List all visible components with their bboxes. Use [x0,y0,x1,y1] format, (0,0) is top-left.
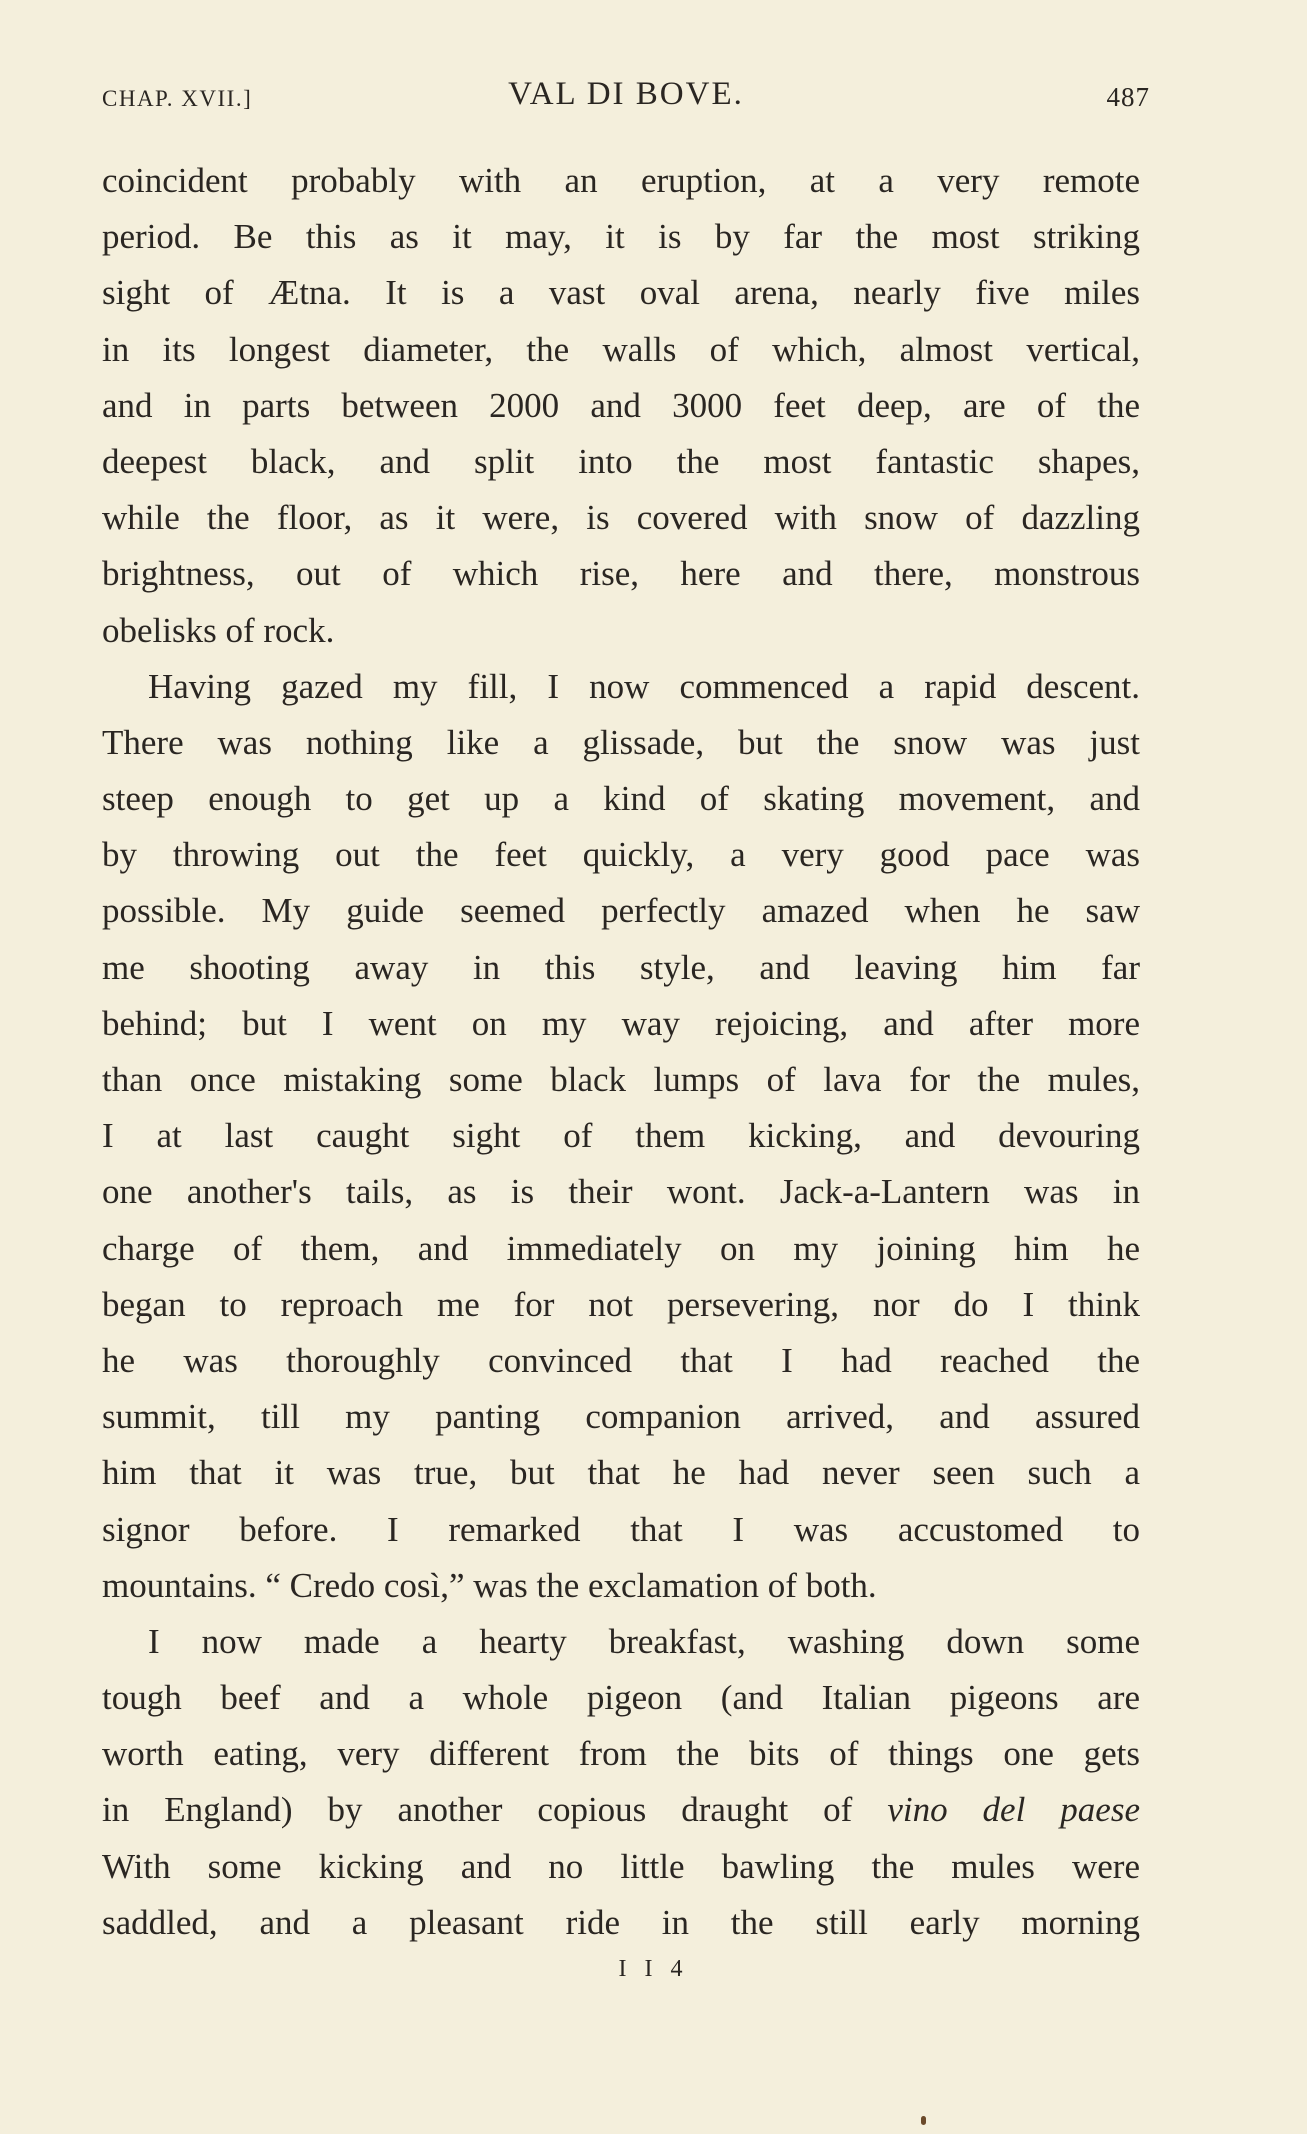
text-line: I now made a hearty breakfast, washing down some [148,1621,1140,1661]
ink-speck [921,2116,926,2125]
text-line: tough beef and a whole pigeon (and Italian pigeons are [102,1678,1140,1718]
page-number: 487 [1106,82,1150,112]
text-line-with-italic [102,1782,1140,1838]
text-line: and in parts between 2000 and 3000 feet deep, are of the [102,385,1140,425]
text-line: charge of them, and immediately on my joining him he [102,1228,1140,1268]
text-line: obelisks of rock. [102,610,335,650]
text-line: began to reproach me for not persevering, nor do I think [102,1284,1140,1324]
text-line: Having gazed my fill, I now commenced a rapid descent. [148,666,1140,706]
text-line: while the floor, as it were, is covered with snow of dazzling [102,498,1140,538]
text-line: worth eating, very different from the bits of things one gets [102,1734,1140,1774]
text-line: signor before. I remarked that I was accustomed to [102,1509,1140,1549]
text-line: There was nothing like a glissade, but the snow was just [102,722,1140,762]
text-line: by throwing out the feet quickly, a very good pace was [102,835,1140,875]
text-line: sight of Ætna. It is a vast oval arena, nearly five miles [102,273,1140,313]
text-line: I at last caught sight of them kicking, and devouring [102,1116,1140,1156]
text-line: steep enough to get up a kind of skating movement, and [102,779,1140,819]
text-line-segment: in England) by another copious draught of [102,1790,853,1830]
text-line: coincident probably with an eruption, at a very remote [102,161,1140,200]
text-line: With some kicking and no little bawling the mules were [102,1846,1140,1886]
text-line: deepest black, and split into the most fantastic shapes, [102,441,1140,481]
text-line: saddled, and a pleasant ride in the still early morning [102,1902,1140,1942]
text-line: me shooting away in this style, and leaving him far [102,947,1140,987]
text-line: in its longest diameter, the walls of which, almost vertical, [102,329,1140,369]
italic-phrase: vino del paese [887,1790,1140,1830]
signature-mark: I I 4 [618,1956,689,1982]
body-text [102,153,1140,1951]
chapter-label: CHAP. XVII.] [102,86,253,111]
text-line: behind; but I went on my way rejoicing, and after more [102,1003,1140,1043]
text-line: period. Be this as it may, it is by far the most striking [102,217,1140,257]
text-line: than once mistaking some black lumps of lava for the mules, [102,1060,1140,1099]
text-line: he was thoroughly convinced that I had reached the [102,1340,1140,1380]
text-line: brightness, out of which rise, here and there, monstrous [102,554,1140,594]
running-head [102,76,1150,126]
text-line: mountains. “ Credo così,” was the exclamation of both. [102,1565,877,1605]
text-line: possible. My guide seemed perfectly amazed when he saw [102,891,1140,931]
text-line: summit, till my panting companion arrived, and assured [102,1397,1140,1437]
page-title: VAL DI BOVE. [508,76,744,112]
text-line: one another's tails, as is their wont. Jack-a-Lantern was in [102,1172,1140,1212]
text-line: him that it was true, but that he had never seen such a [102,1453,1140,1493]
